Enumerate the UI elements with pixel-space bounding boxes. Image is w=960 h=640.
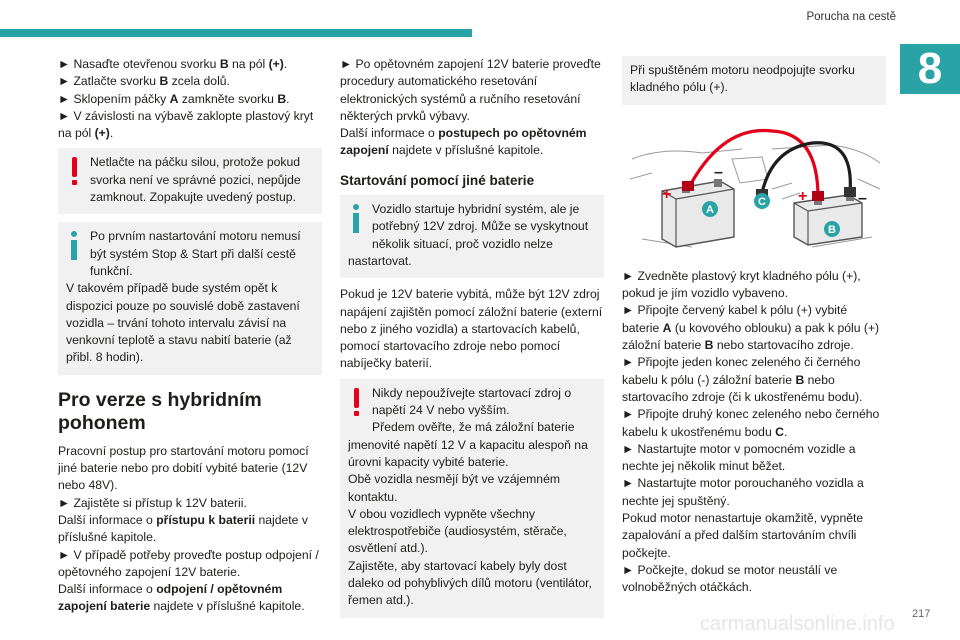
- label-b: B: [828, 223, 836, 236]
- info-icon: [348, 201, 366, 237]
- info-text: Vozidlo startuje hybridní systém, ale je potřebný 12V zdroj. Může se vyskytnout několik situací, proč vozidlo nelze nastartovat.: [348, 202, 589, 268]
- warning-text: V obou vozidlech vypněte všechny elektrospotřebiče (audiosystém, stěrače, osvětlení atd.).: [348, 506, 567, 556]
- page-number: 217: [912, 608, 931, 620]
- info-text: Po prvním nastartování motoru nemusí být systém Stop & Start při další cestě funkční.: [90, 229, 301, 278]
- step-line: ► Nasaďte otevřenou svorku B na pól (+).: [58, 57, 288, 71]
- warning-exclamation-icon: [66, 154, 84, 190]
- cross-reference: odpojení / opětovném zapojení baterie: [58, 582, 283, 614]
- jump-start-illustration: [622, 119, 886, 253]
- warning-box: [340, 379, 604, 618]
- plus-sign: +: [662, 185, 672, 203]
- step-line: ► Připojte červený kabel k pólu (+) vybité baterie A (u kovového oblouku) a pak k pólu (+) záložní baterie B nebo startovacího zdroje.: [622, 303, 880, 353]
- step-line: ► Připojte jeden konec zeleného či černého kabelu k pólu (-) záložní baterie B nebo startovacího zdroje (či k ukostřenému bodu).: [622, 355, 863, 404]
- warning-text: Nikdy nepoužívejte startovací zdroj o napětí 24 V nebo vyšším.: [372, 385, 572, 418]
- info-box: [340, 195, 604, 278]
- paragraph: Další informace o přístupu k baterii najdete v příslušné kapitole.: [58, 512, 308, 545]
- step-line: ► Připojte druhý konec zeleného nebo černého kabelu k ukostřenému bodu C.: [622, 407, 880, 439]
- step-line: ► V případě potřeby proveďte postup odpojení / opětovného zapojení 12V baterie.: [58, 547, 319, 579]
- red-clamp-icon: [682, 181, 694, 191]
- paragraph: Pracovní postup pro startování motoru pomocí jiné baterie nebo pro dobití vybité baterie (12V nebo 48V).: [58, 443, 309, 493]
- note-text: Při spuštěném motoru neodpojujte svorku kladného pólu (+).: [630, 63, 855, 95]
- cross-reference: přístupu k baterii: [156, 512, 256, 527]
- page-header-title: Porucha na cestě: [806, 11, 896, 23]
- paragraph: Další informace o odpojení / opětovném zapojení baterie najdete v příslušné kapitole.: [58, 582, 305, 614]
- step-line: ► Nastartujte motor v pomocném vozidle a nechte jej několik minut běžet.: [622, 441, 856, 474]
- column-3: [622, 56, 886, 597]
- step-line: ► Zatlačte svorku B zcela dolů.: [58, 74, 230, 89]
- warning-exclamation-icon: [348, 385, 366, 421]
- note-box: [622, 56, 886, 105]
- step-line: ► Počkejte, dokud se motor neustálí ve volnoběžných otáčkách.: [622, 562, 838, 595]
- minus-sign: –: [858, 189, 867, 207]
- cross-reference: postupech po opětovném zapojení: [340, 126, 587, 158]
- section-heading: Pro verze s hybridním pohonem: [58, 388, 262, 434]
- step-line: ► V závislosti na výbavě zaklopte plastový kryt na pól (+).: [58, 108, 314, 141]
- procedure-steps: [622, 268, 886, 597]
- warning-text: Netlačte na páčku silou, protože pokud svorka není ve správné pozici, nepůjde zamknout. Zopakujte uvedený postup.: [90, 155, 301, 205]
- step-line: ► Zajistěte si přístup k 12V baterii.: [58, 495, 247, 510]
- chapter-number-tab: 8: [900, 44, 960, 94]
- info-box: [58, 222, 322, 374]
- minus-sign: –: [714, 163, 723, 181]
- paragraph: Pokud motor nenastartuje okamžitě, vypněte zapalování a před dalším startováním chvíli počkejte.: [622, 511, 864, 560]
- warning-text: Obě vozidla nesmějí být ve vzájemném kontaktu.: [348, 472, 561, 504]
- warning-box: [58, 148, 322, 214]
- column-1: [58, 56, 322, 616]
- label-a: A: [706, 203, 714, 216]
- column-2: [340, 56, 604, 626]
- warning-text: Předem ověřte, že má záložní baterie jmenovité napětí 12 V a kapacitu alespoň na úrovni kapacity vybité baterie.: [348, 420, 588, 469]
- step-line: ► Po opětovném zapojení 12V baterie proveďte procedury automatického resetování elektronických systémů a ručního resetování některých prvků výbavy.: [340, 57, 601, 123]
- red-clamp-icon: [812, 191, 824, 201]
- info-icon: [66, 228, 84, 264]
- battery-a: [662, 179, 734, 247]
- plus-sign: +: [798, 187, 808, 205]
- watermark-text: carmanualsonline.info: [700, 613, 895, 635]
- warning-text: Zajistěte, aby startovací kabely byly dost daleko od pohyblivých dílů motoru (ventilátor, řemen atd.).: [348, 558, 592, 608]
- info-text: V takovém případě bude systém opět k dispozici pouze po souvislé době zastavení vozidla – trvání tohoto intervalu závisí na venkovní teplotě a stavu nabití baterie (až přibl. 8 hodin).: [66, 281, 300, 365]
- paragraph: Další informace o postupech po opětovném zapojení najdete v příslušné kapitole.: [340, 126, 587, 158]
- step-line: ► Sklopením páčky A zamkněte svorku B.: [58, 91, 290, 106]
- intro-steps: [58, 56, 322, 142]
- label-c: C: [758, 195, 766, 208]
- step-line: ► Nastartujte motor porouchaného vozidla a nechte jej spuštěný.: [622, 476, 864, 508]
- paragraph: Pokud je 12V baterie vybitá, může být 12V zdroj napájení zajištěn pomocí záložní baterie (externí nebo z jiného vozidla) a startovacích kabelů, pomocí startovacího zdroje nebo pomocí nabíječky baterií.: [340, 287, 603, 371]
- top-accent-bar: [0, 29, 472, 37]
- black-clamp-icon: [844, 187, 856, 197]
- step-line: ► Zvedněte plastový kryt kladného pólu (+), pokud je jím vozidlo vybaveno.: [622, 268, 861, 301]
- subsection-heading: Startování pomocí jiné baterie: [340, 172, 535, 188]
